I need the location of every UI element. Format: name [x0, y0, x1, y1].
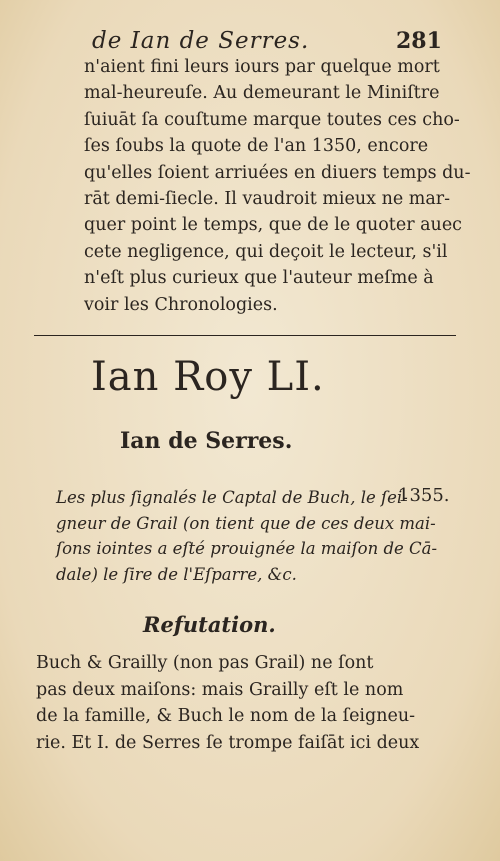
- text-line: pas deux maiſons: mais Grailly eſt le nom: [36, 679, 404, 700]
- running-head: de Ian de Serres.: [92, 28, 310, 54]
- text-line: rāt demi-ſiecle. Il vaudroit mieux ne mar-: [84, 189, 451, 210]
- page-number: 281: [396, 28, 442, 54]
- chapter-title: Ian Roy LI.: [91, 354, 325, 400]
- text-line: rie. Et I. de Serres ſe trompe faiſāt ici deux: [36, 732, 420, 753]
- text-line: cete negligence, qui deçoit le lecteur, s'il: [84, 241, 448, 262]
- text-line: voir les Chronologies.: [84, 294, 278, 315]
- quote-line: gneur de Grail (on tient que de ces deux mai-: [56, 513, 436, 533]
- text-line: n'aient fini leurs iours par quelque mort: [84, 57, 440, 77]
- quote-line: Les plus ſignalés le Captal de Buch, le ſei-: [56, 488, 408, 507]
- text-line: de la famille, & Buch le nom de la ſeigneu-: [36, 706, 416, 727]
- chapter-author: Ian de Serres.: [120, 428, 293, 454]
- text-line: ſuiuāt ſa couſtume marque toutes ces cho-: [84, 109, 460, 130]
- section-divider: [34, 335, 456, 336]
- refutation-heading: Refutation.: [143, 612, 276, 637]
- text-line: qu'elles ſoient arriuées en diuers temps du-: [84, 162, 471, 183]
- text-line: n'eſt plus curieux que l'auteur meſme à: [84, 268, 434, 289]
- text-line: Buch & Grailly (non pas Grail) ne ſont: [36, 653, 374, 673]
- text-line: ſes ſoubs la quote de l'an 1350, encore: [84, 136, 429, 157]
- top-paragraph: [84, 54, 471, 318]
- text-line: mal-heureuſe. Au demeurant le Miniſtre: [84, 83, 440, 104]
- quote-line: ſons iointes a eſté prouignée la maiſon de Cā-: [56, 539, 438, 558]
- text-line: quer point le temps, que de le quoter auec: [84, 215, 462, 236]
- refutation-paragraph: [36, 650, 420, 756]
- quote-line: dale) le ſire de l'Eſparre, &c.: [56, 564, 297, 584]
- margin-year-note: 1355.: [398, 485, 450, 506]
